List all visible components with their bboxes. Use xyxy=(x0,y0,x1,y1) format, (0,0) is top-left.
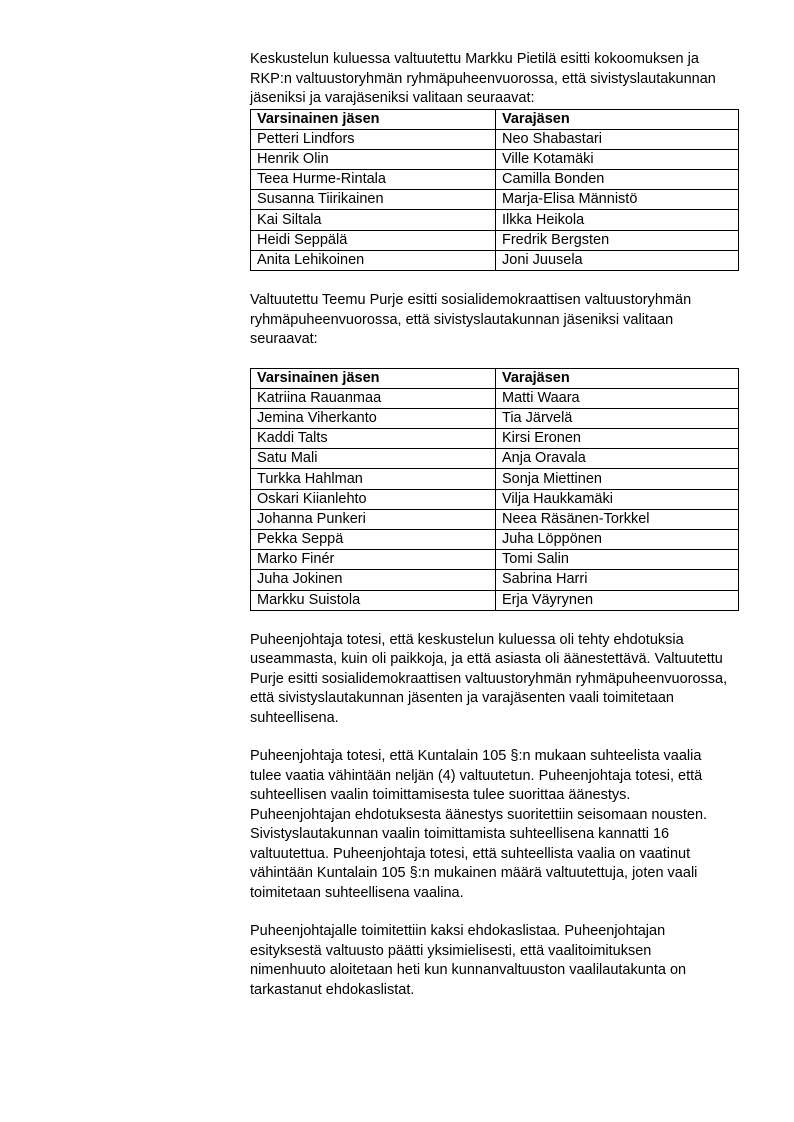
member-cell: Heidi Seppälä xyxy=(251,230,496,250)
member-cell: Oskari Kiianlehto xyxy=(251,489,496,509)
table-row xyxy=(251,429,739,449)
table-row xyxy=(251,509,739,529)
text-line: Purje esitti sosialidemokraattisen valtuustoryhmän ryhmäpuheenvuorossa, xyxy=(250,670,728,687)
intro-paragraph-sdp xyxy=(250,291,738,350)
text-line: nimenhuuto aloitetaan heti kun kunnanvaltuuston vaalilautakunta on xyxy=(250,962,687,979)
column-header-deputy: Varajäsen xyxy=(496,368,739,388)
deputy-cell: Sonja Miettinen xyxy=(496,469,739,489)
column-header-deputy: Varajäsen xyxy=(496,109,739,129)
deputy-cell: Joni Juusela xyxy=(496,250,739,270)
deputy-cell: Vilja Haukkamäki xyxy=(496,489,739,509)
members-table-sdp xyxy=(250,368,739,611)
document-page xyxy=(250,50,738,1000)
table-row xyxy=(251,408,739,428)
member-cell: Henrik Olin xyxy=(251,149,496,169)
table-row xyxy=(251,530,739,550)
member-cell: Markku Suistola xyxy=(251,590,496,610)
text-line: suhteellisena. xyxy=(250,709,339,726)
text-line: Keskustelun kuluessa valtuutettu Markku Pietilä esitti kokoomuksen ja xyxy=(250,51,699,67)
member-cell: Jemina Viherkanto xyxy=(251,408,496,428)
deputy-cell: Ville Kotamäki xyxy=(496,149,739,169)
text-line: Puheenjohtajan ehdotuksesta äänestys suoritettiin seisomaan nousten. xyxy=(250,806,708,823)
table-row xyxy=(251,489,739,509)
table-row xyxy=(251,129,739,149)
text-line: Sivistyslautakunnan vaalin toimittamista suhteellisena kannatti 16 xyxy=(250,826,670,843)
deputy-cell: Ilkka Heikola xyxy=(496,210,739,230)
table-header-row xyxy=(251,368,739,388)
member-cell: Satu Mali xyxy=(251,449,496,469)
intro-paragraph-kokoomus-rkp xyxy=(250,50,738,109)
text-line: useammasta, kuin oli paikkoja, ja että asiasta oli äänestettävä. Valtuutettu xyxy=(250,651,723,668)
deputy-cell: Anja Oravala xyxy=(496,449,739,469)
member-cell: Susanna Tiirikainen xyxy=(251,190,496,210)
deputy-cell: Tomi Salin xyxy=(496,550,739,570)
deputy-cell: Fredrik Bergsten xyxy=(496,230,739,250)
table-row xyxy=(251,190,739,210)
text-line: että sivistyslautakunnan jäsenten ja varajäsenten vaali toimitetaan xyxy=(250,690,674,707)
deputy-cell: Marja-Elisa Männistö xyxy=(496,190,739,210)
table-row xyxy=(251,570,739,590)
table-row xyxy=(251,250,739,270)
text-line: esityksestä valtuusto päätti yksimielisesti, että vaalitoimituksen xyxy=(250,942,652,959)
member-cell: Turkka Hahlman xyxy=(251,469,496,489)
table-row xyxy=(251,388,739,408)
deputy-cell: Sabrina Harri xyxy=(496,570,739,590)
text-line: jäseniksi ja varajäseniksi valitaan seuraavat: xyxy=(250,90,535,106)
member-cell: Kai Siltala xyxy=(251,210,496,230)
deputy-cell: Erja Väyrynen xyxy=(496,590,739,610)
candidate-lists-paragraph xyxy=(250,922,738,1000)
member-cell: Pekka Seppä xyxy=(251,530,496,550)
text-line: toimitetaan suhteellisena vaalina. xyxy=(250,884,464,901)
deputy-cell: Neea Räsänen-Torkkel xyxy=(496,509,739,529)
text-line: tarkastanut ehdokaslistat. xyxy=(250,981,415,998)
deputy-cell: Juha Löppönen xyxy=(496,530,739,550)
table-row xyxy=(251,590,739,610)
text-line: vähintään Kuntalain 105 §:n mukainen määrä valtuutettuja, joten vaali xyxy=(250,865,698,882)
deputy-cell: Tia Järvelä xyxy=(496,408,739,428)
text-line: RKP:n valtuustoryhmän ryhmäpuheenvuorossa, että sivistyslautakunnan xyxy=(250,70,716,87)
text-line: tulee vaatia vähintään neljän (4) valtuutetun. Puheenjohtaja totesi, että xyxy=(250,767,703,784)
text-line: suhteellisen vaalin toimittamisesta tulee suorittaa äänestys. xyxy=(250,787,631,804)
member-cell: Johanna Punkeri xyxy=(251,509,496,529)
member-cell: Anita Lehikoinen xyxy=(251,250,496,270)
member-cell: Marko Finér xyxy=(251,550,496,570)
table-row xyxy=(251,449,739,469)
member-cell: Teea Hurme-Rintala xyxy=(251,170,496,190)
member-cell: Juha Jokinen xyxy=(251,570,496,590)
column-header-member: Varsinainen jäsen xyxy=(251,109,496,129)
vote-paragraph xyxy=(250,747,738,903)
deputy-cell: Neo Shabastari xyxy=(496,129,739,149)
table-row xyxy=(251,550,739,570)
deputy-cell: Camilla Bonden xyxy=(496,170,739,190)
table-row xyxy=(251,170,739,190)
text-line: valtuutettua. Puheenjohtaja totesi, että suhteellista vaalia on vaatinut xyxy=(250,845,691,862)
text-line: ryhmäpuheenvuorossa, että sivistyslautakunnan jäseniksi valitaan xyxy=(250,311,674,328)
table-row xyxy=(251,149,739,169)
members-table-kokoomus-rkp xyxy=(250,109,739,272)
member-cell: Katriina Rauanmaa xyxy=(251,388,496,408)
member-cell: Petteri Lindfors xyxy=(251,129,496,149)
text-line: Valtuutettu Teemu Purje esitti sosialidemokraattisen valtuustoryhmän xyxy=(250,292,692,308)
text-line: Puheenjohtaja totesi, että keskustelun kuluessa oli tehty ehdotuksia xyxy=(250,631,684,648)
text-line: seuraavat: xyxy=(250,331,318,347)
column-header-member: Varsinainen jäsen xyxy=(251,368,496,388)
chair-statement-paragraph xyxy=(250,631,738,729)
deputy-cell: Matti Waara xyxy=(496,388,739,408)
text-line: Puheenjohtaja totesi, että Kuntalain 105 §:n mukaan suhteelista vaalia xyxy=(250,748,702,765)
text-line: Puheenjohtajalle toimitettiin kaksi ehdokaslistaa. Puheenjohtajan xyxy=(250,923,666,940)
table-row xyxy=(251,210,739,230)
table-header-row xyxy=(251,109,739,129)
deputy-cell: Kirsi Eronen xyxy=(496,429,739,449)
table-row xyxy=(251,230,739,250)
table-row xyxy=(251,469,739,489)
member-cell: Kaddi Talts xyxy=(251,429,496,449)
